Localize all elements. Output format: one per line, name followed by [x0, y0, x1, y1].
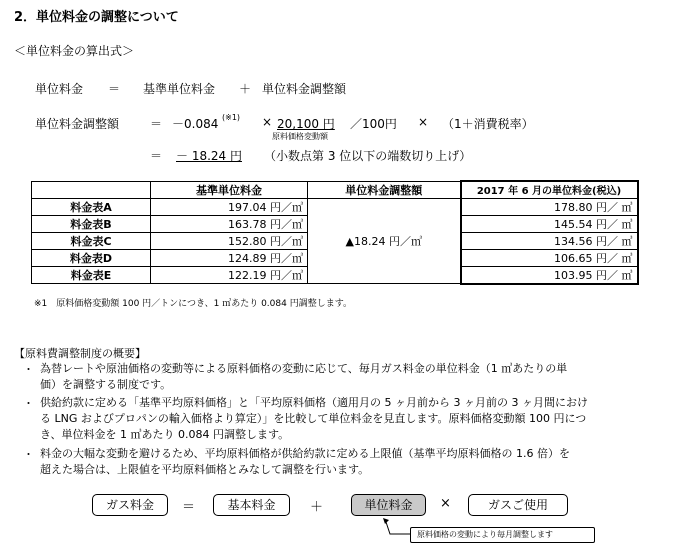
formula2-price: 20,100 円	[277, 117, 335, 131]
formula2-times1: ×	[262, 115, 273, 129]
row-taxed: 178.80 円／ ㎥	[461, 198, 638, 215]
formula2-times2: ×	[418, 115, 429, 129]
callout-box: 原料価格の変動により毎月調整します	[410, 527, 595, 543]
row-base: 122.19 円／㎥	[151, 266, 308, 284]
gas-fee-box: ガス料金	[92, 494, 168, 516]
row-name: 料金表C	[32, 232, 151, 249]
bullet-mark: ・	[23, 397, 34, 410]
formula1-lhs: 単位料金	[35, 82, 84, 96]
formula1-plus: ＋	[239, 82, 252, 96]
bullet-mark: ・	[23, 363, 34, 376]
overview-bullet-2	[40, 395, 588, 443]
usage-box: ガスご使用	[468, 494, 568, 516]
table-header-base: 基準単位料金	[151, 181, 308, 198]
adjustment-cell: ▲18.24 円／㎥	[308, 198, 461, 284]
row-taxed: 145.54 円／ ㎥	[461, 215, 638, 232]
table-footnote: ※1 原料価格変動額 100 円／トンにつき、1 ㎥あたり 0.084 円調整します。	[34, 299, 352, 309]
bullet-line: 価）を調整する制度です。	[40, 378, 172, 391]
table-header-empty	[32, 181, 151, 198]
row-taxed: 106.65 円／ ㎥	[461, 249, 638, 266]
formula2-price-label: 原料価格変動額	[272, 132, 328, 141]
table-header-taxed: 2017 年 6 月の単位料金(税込)	[461, 181, 638, 198]
formula1-eq: ＝	[108, 82, 121, 96]
unit-fee-box: 単位料金	[351, 494, 426, 516]
diagram-times: ×	[440, 496, 451, 511]
row-name: 料金表A	[32, 198, 151, 215]
row-name: 料金表D	[32, 249, 151, 266]
bullet-line: き、単位料金を 1 ㎥あたり 0.084 円調整します。	[40, 428, 290, 441]
overview-bullet-3	[40, 446, 570, 478]
formula2-per: ／100円	[350, 117, 397, 131]
diagram-eq: ＝	[182, 500, 196, 515]
bullet-line: 為替レートや原油価格の変動等による原料価格の変動に応じて、毎月ガス料金の単位料金（1 ㎥あたりの単	[40, 362, 568, 375]
row-base: 163.78 円／㎥	[151, 215, 308, 232]
formula3-value: － 18.24 円	[176, 149, 242, 163]
basic-fee-box: 基本料金	[213, 494, 290, 516]
bullet-line: 供給約款に定める「基準平均原料価格」と「平均原料価格（適用月の 5 ヶ月前から 3 ヶ月前の 3 ヶ月間におけ	[40, 396, 588, 409]
formula2-eq: ＝	[150, 117, 163, 131]
formula2-lhs: 単位料金調整額	[35, 117, 120, 131]
row-base: 152.80 円／㎥	[151, 232, 308, 249]
section-title: 2．単位料金の調整について	[14, 10, 179, 25]
overview-bullet-1	[40, 361, 567, 393]
footnote-mark: (※1)	[222, 113, 241, 122]
row-base: 124.89 円／㎥	[151, 249, 308, 266]
rate-table	[31, 180, 639, 285]
bullet-line: る LNG およびプロパンの輸入価格より算定）」を比較して単位料金を見直します。原料価格変動額 100 円につ	[40, 412, 587, 425]
row-base: 197.04 円／㎥	[151, 198, 308, 215]
formula1-term2: 単位料金調整額	[262, 82, 347, 96]
formula1-term1: 基準単位料金	[143, 82, 216, 96]
row-taxed: 134.56 円／ ㎥	[461, 232, 638, 249]
row-name: 料金表B	[32, 215, 151, 232]
overview-title: 【原料費調整制度の概要】	[14, 347, 146, 360]
table-row	[32, 198, 638, 215]
row-taxed: 103.95 円／ ㎥	[461, 266, 638, 284]
row-name: 料金表E	[32, 266, 151, 284]
bullet-line: 超えた場合は、上限値を平均原料価格とみなして調整を行います。	[40, 463, 370, 476]
formula-title: ＜単位料金の算出式＞	[14, 44, 135, 58]
bullet-mark: ・	[23, 448, 34, 461]
formula2-coef: －0.084	[172, 117, 219, 131]
formula3-note: （小数点第 3 位以下の端数切り上げ）	[264, 149, 472, 163]
formula3-eq: ＝	[150, 149, 163, 163]
table-header-adjustment: 単位料金調整額	[308, 181, 461, 198]
formula2-tax: （1＋消費税率）	[442, 117, 534, 131]
table-header-row	[32, 181, 638, 198]
diagram-plus: ＋	[310, 500, 324, 515]
bullet-line: 料金の大幅な変動を避けるため、平均原料価格が供給約款に定める上限値（基準平均原料価格の 1.6 倍）を	[40, 447, 571, 460]
